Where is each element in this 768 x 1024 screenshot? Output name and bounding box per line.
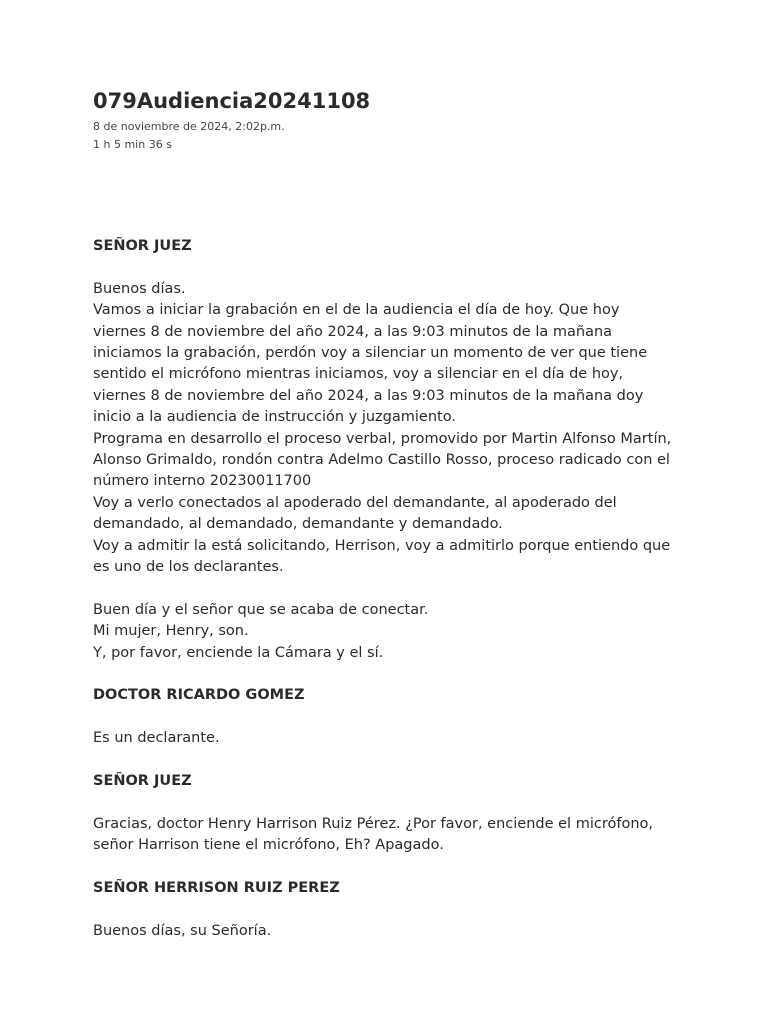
recording-date: 8 de noviembre de 2024, 2:02p.m. [93,120,285,133]
speech-paragraph [93,814,675,857]
speaker-name: SEÑOR HERRISON RUIZ PEREZ [93,880,340,897]
speech-line: Y, por favor, enciende la Cámara y el sí. [93,644,384,661]
speaker-name: SEÑOR JUEZ [93,773,192,790]
speech-paragraph [93,728,675,749]
document-title: 079Audiencia20241108 [93,89,371,113]
speech-line: Buenos días. [93,280,186,297]
recording-duration: 1 h 5 min 36 s [93,138,172,151]
speech-paragraph [93,921,675,942]
speech-line: Gracias, doctor Henry Harrison Ruiz Pérez. ¿Por favor, enciende el micrófono, señor Harrison tiene el micrófono, Eh? Apagado. [93,815,653,854]
speaker-name: SEÑOR JUEZ [93,238,192,254]
speech-line: Programa en desarrollo el proceso verbal, promovido por Martin Alfonso Martín, Alonso Grimaldo, rondón contra Adelmo Castillo Rosso, proceso radicado con el número interno 20230011700 [93,430,672,490]
speaker-name: DOCTOR RICARDO GOMEZ [93,687,305,704]
speech-line: Mi mujer, Henry, son. [93,623,249,640]
speech-paragraph [93,279,675,579]
transcript [93,236,675,942]
speech-line: Voy a admitir la está solicitando, Herrison, voy a admitirlo porque entiendo que es uno de los declarantes. [93,537,671,576]
document-header [93,88,675,154]
speech-line: Vamos a iniciar la grabación en el de la audiencia el día de hoy. Que hoy viernes 8 de noviembre del año 2024, a las 9:03 minutos de la mañana iniciamos la grabación, perdón voy a silenciar un momento de ver que tiene sentido el micrófono mientras iniciamos, voy a silenciar en el día de hoy, viernes 8 de noviembre del año 2024, a las 9:03 minutos de la mañana doy inicio a la audiencia de instrucción y juzgamiento. [93,302,648,426]
speech-line: Es un declarante. [93,730,220,747]
speech-paragraph [93,600,675,664]
speech-line: Voy a verlo conectados al apoderado del demandante, al apoderado del demandado, al demandado, demandante y demandado. [93,494,617,533]
speech-line: Buen día y el señor que se acaba de conectar. [93,601,429,618]
speech-line: Buenos días, su Señoría. [93,922,272,939]
